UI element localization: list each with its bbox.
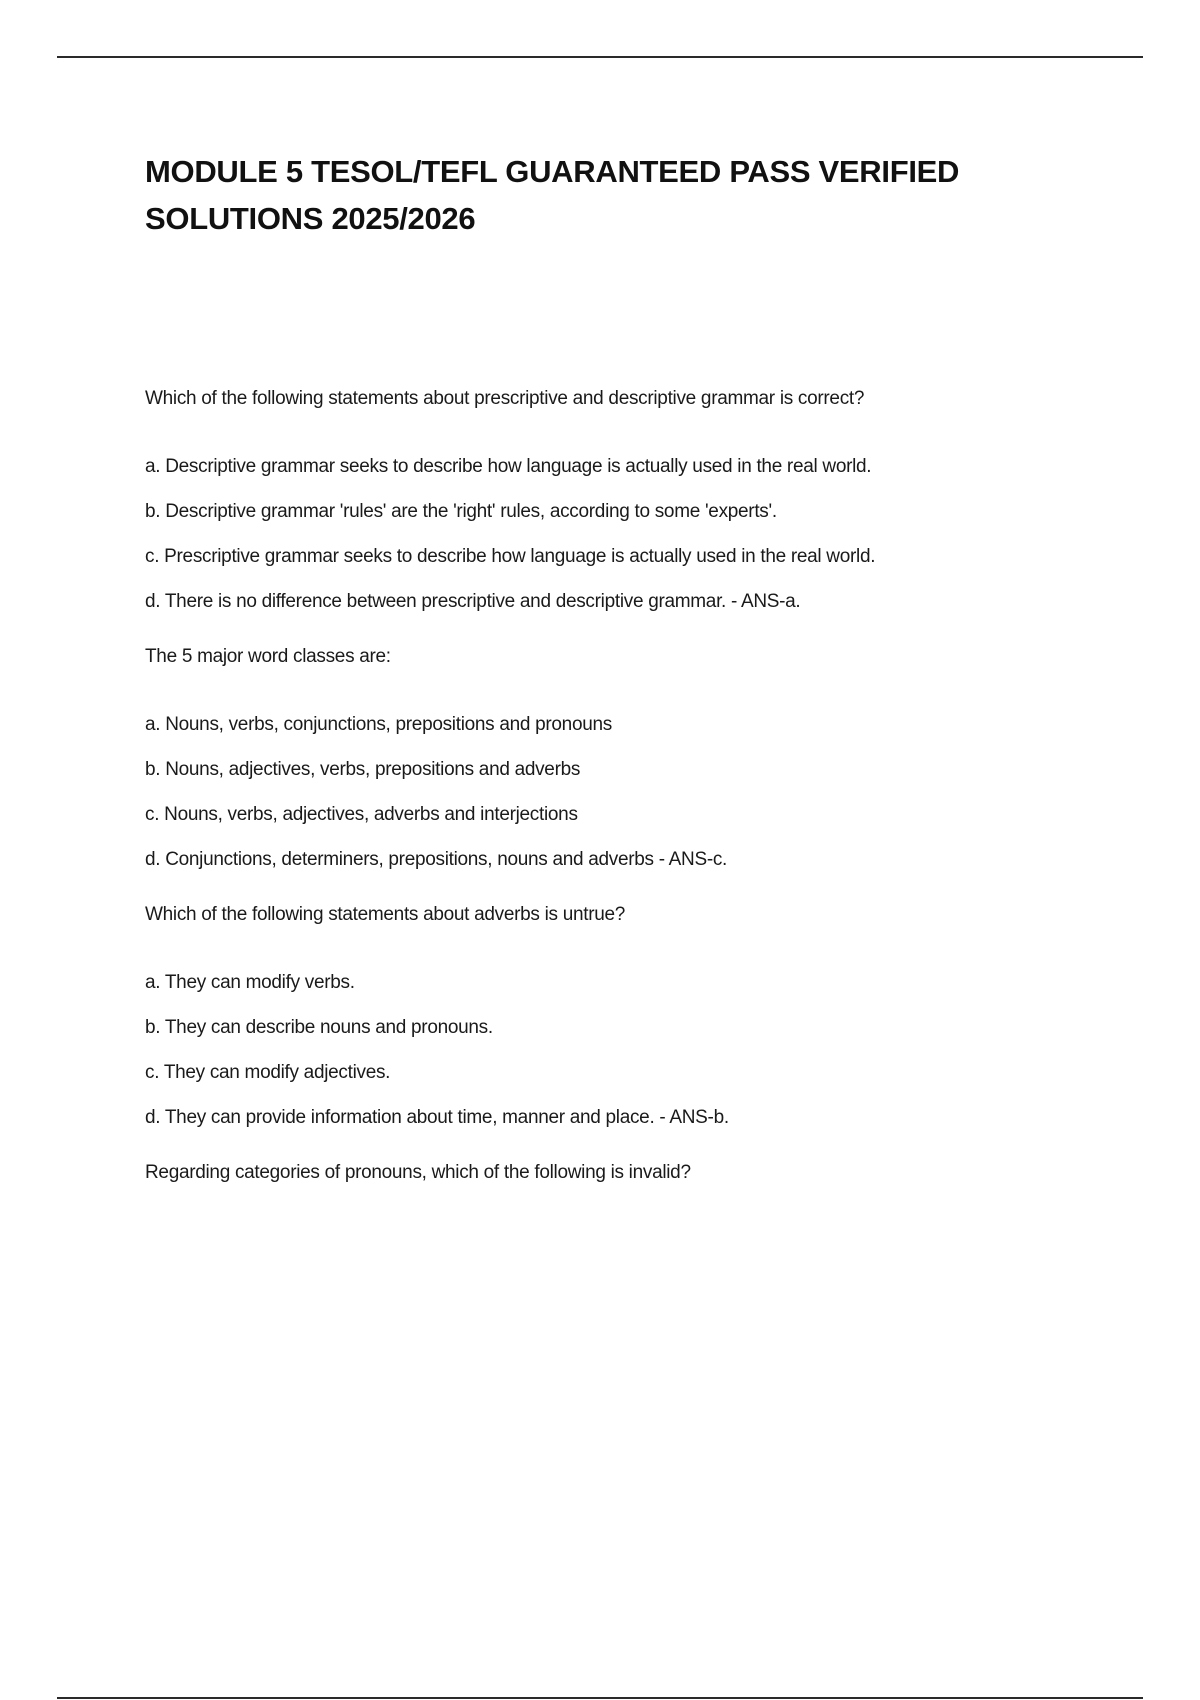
question-block <box>145 645 1045 872</box>
answer-option: c. Prescriptive grammar seeks to describe how language is actually used in the real world. <box>145 546 876 567</box>
question-block <box>145 903 1045 1130</box>
answer-option: c. They can modify adjectives. <box>145 1062 391 1083</box>
answer-option: b. Descriptive grammar 'rules' are the 'right' rules, according to some 'experts'. <box>145 501 777 522</box>
answer-option: a. Descriptive grammar seeks to describe how language is actually used in the real world. <box>145 456 872 477</box>
answer-option: b. Nouns, adjectives, verbs, prepositions and adverbs <box>145 759 581 780</box>
answer-option: d. There is no difference between prescriptive and descriptive grammar. - ANS-a. <box>145 591 801 612</box>
question-text: Regarding categories of pronouns, which of the following is invalid? <box>145 1162 691 1183</box>
bottom-rule <box>57 1697 1143 1699</box>
answer-option: b. They can describe nouns and pronouns. <box>145 1017 493 1038</box>
answer-option: a. Nouns, verbs, conjunctions, prepositions and pronouns <box>145 714 612 735</box>
document-body <box>145 148 1045 1229</box>
answer-option: d. They can provide information about time, manner and place. - ANS-b. <box>145 1107 729 1128</box>
document-title: MODULE 5 TESOL/TEFL GUARANTEED PASS VERIFIED SOLUTIONS 2025/2026 <box>145 154 960 236</box>
top-rule <box>57 56 1143 58</box>
question-text: Which of the following statements about prescriptive and descriptive grammar is correct? <box>145 388 865 409</box>
answer-option: a. They can modify verbs. <box>145 972 355 993</box>
question-text: Which of the following statements about adverbs is untrue? <box>145 904 626 925</box>
question-block <box>145 387 1045 614</box>
question-text: The 5 major word classes are: <box>145 646 391 667</box>
question-list <box>145 387 1045 1185</box>
question-block <box>145 1161 1045 1185</box>
answer-option: c. Nouns, verbs, adjectives, adverbs and interjections <box>145 804 578 825</box>
answer-option: d. Conjunctions, determiners, prepositions, nouns and adverbs - ANS-c. <box>145 849 728 870</box>
